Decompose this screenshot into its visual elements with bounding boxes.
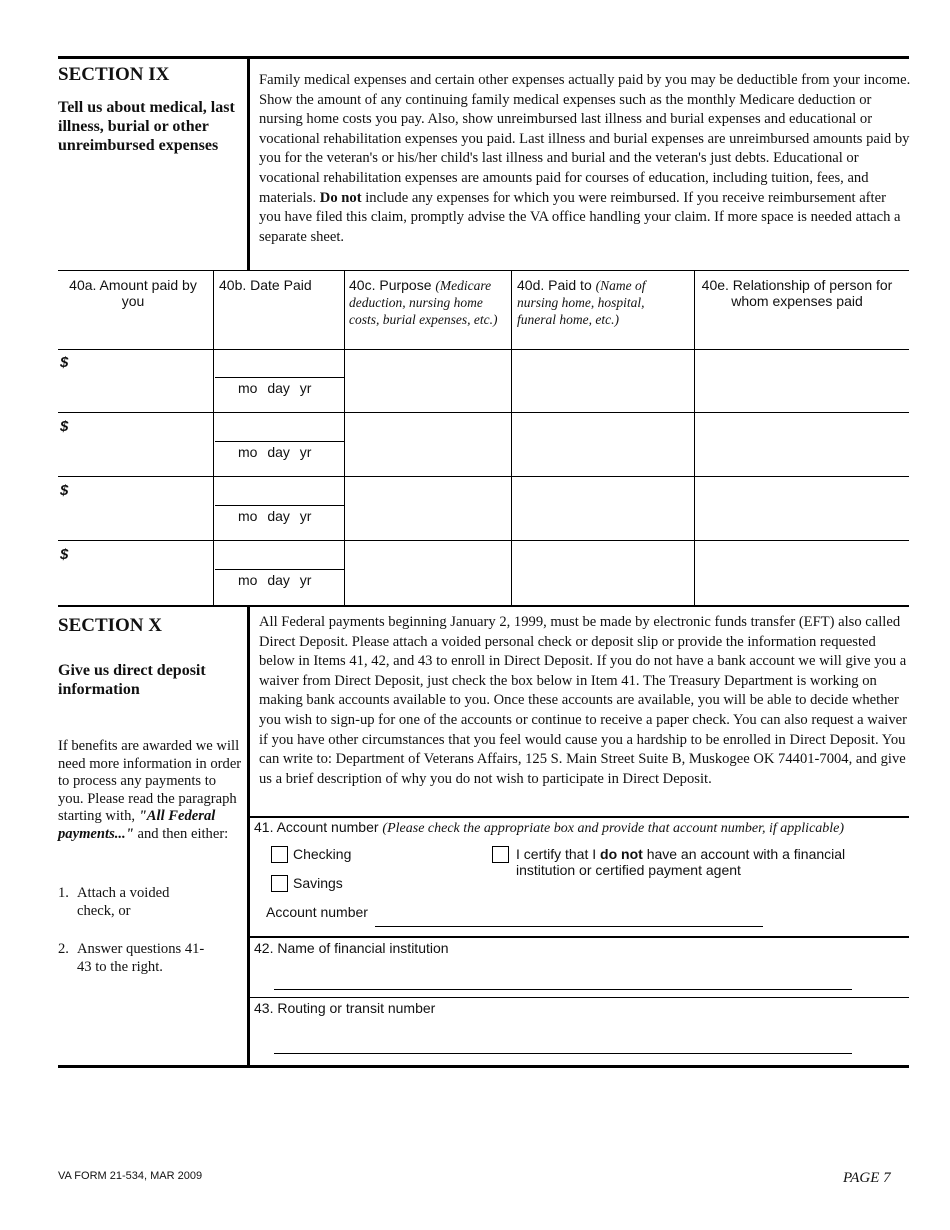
option-2-number: 2.	[58, 941, 69, 957]
table-row-rule	[58, 476, 909, 477]
section10-side-quote: "All Federal payments..."	[58, 808, 216, 842]
date-input-line[interactable]	[215, 441, 344, 442]
option-2-text: Answer questions 41-43 to the right.	[77, 941, 205, 975]
table-top-rule	[58, 270, 909, 271]
col-header-amount: 40a. Amount paid by you	[69, 277, 197, 309]
q42-label: 42. Name of financial institution	[254, 940, 449, 956]
date-input-line[interactable]	[215, 569, 344, 570]
routing-number-input[interactable]	[274, 1053, 852, 1054]
amount-currency: $	[60, 482, 69, 499]
table-row-rule	[58, 412, 909, 413]
date-hint: mo day yr	[238, 380, 312, 396]
savings-checkbox[interactable]	[271, 875, 288, 892]
account-number-input[interactable]	[375, 926, 763, 927]
financial-institution-input[interactable]	[274, 989, 852, 990]
q43-top-rule	[249, 997, 909, 998]
checking-checkbox[interactable]	[271, 846, 288, 863]
q41-top-rule	[249, 816, 909, 818]
table-header-rule	[58, 349, 909, 350]
col-header-paid-to-label: 40d. Paid to	[517, 277, 592, 293]
page-number: PAGE 7	[843, 1170, 891, 1186]
section9-divider	[247, 56, 250, 271]
amount-currency: $	[60, 354, 69, 371]
date-hint: mo day yr	[238, 444, 312, 460]
table-col-divider	[344, 270, 345, 606]
col-header-paid-to	[517, 277, 667, 328]
table-col-divider	[511, 270, 512, 606]
section9-subtitle: Tell us about medical, last illness, burial or other unreimbursed expenses	[58, 99, 235, 154]
section10-top-rule	[58, 605, 909, 607]
section9-top-rule	[58, 56, 909, 59]
col-header-paid-to-hint: (Name of nursing home, hospital, funeral home, etc.)	[517, 278, 646, 327]
section10-intro: All Federal payments beginning January 2, 1999, must be made by electronic funds transfer (EFT) also called Direct Deposit. Please attach a voided personal check or deposit slip or provide the information requested below in Items 41, 42, and 43 to enroll in Direct Deposit. If you do not have a bank account we will give you a waiver from Direct Deposit, just check the box below in Item 41. The Treasury Department is working on making bank accounts available to you. Once these accounts are available, you will be able to decide whether you wish to sign-up for one of the accounts or continue to receive a paper check. You can also request a waiver if you have other circumstances that you feel would cause you a hardship to be enrolled in Direct Deposit. You can write to: Department of Veterans Affairs, 125 S. Main Street Suite B, Muskogee OK 74401-7004, and give us a brief description of why you do not wish to participate in Direct Deposit.	[259, 614, 907, 787]
date-input-line[interactable]	[215, 505, 344, 506]
col-header-purpose-hint: (Medicare deduction, nursing home costs, burial expenses, etc.)	[349, 278, 498, 327]
account-number-label: Account number	[266, 904, 368, 920]
q41-label	[254, 819, 844, 837]
col-header-relationship: 40e. Relationship of person for whom expenses paid	[701, 277, 893, 309]
no-account-bold: do not	[600, 846, 643, 862]
section9-intro-text-2: include any expenses for which you were reimbursed. If you receive reimbursement after you have filed this claim, promptly advise the VA office handling your claim. If more space is needed attach a separate sheet.	[259, 189, 901, 245]
no-account-checkbox[interactable]	[492, 846, 509, 863]
table-col-divider	[213, 270, 214, 606]
col-header-purpose	[349, 277, 509, 328]
amount-currency: $	[60, 546, 69, 563]
section10-side-text-2: and then either:	[137, 825, 229, 842]
section10-subtitle: Give us direct deposit information	[58, 662, 206, 698]
no-account-text-2: have an account with a financial institution or certified payment agent	[516, 846, 846, 878]
q41-label-text: 41. Account number	[254, 819, 379, 835]
q42-top-rule	[249, 936, 909, 938]
col-header-purpose-label: 40c. Purpose	[349, 277, 432, 293]
section10-side-text	[58, 738, 243, 843]
section10-title: SECTION X	[58, 615, 162, 636]
section10-bottom-rule	[58, 1065, 909, 1068]
option-1-number: 1.	[58, 885, 69, 901]
no-account-text-1: I certify that I	[516, 846, 597, 862]
q43-label: 43. Routing or transit number	[254, 1000, 436, 1016]
checking-label: Checking	[293, 846, 352, 862]
table-col-divider	[694, 270, 695, 606]
savings-label: Savings	[293, 875, 343, 891]
option-1-text: Attach a voided check, or	[77, 885, 170, 919]
col-header-date: 40b. Date Paid	[219, 277, 312, 293]
table-row-rule	[58, 540, 909, 541]
amount-currency: $	[60, 418, 69, 435]
section9-intro-bold: Do not	[319, 189, 362, 206]
date-hint: mo day yr	[238, 572, 312, 588]
section10-side-text-1: If benefits are awarded we will need more information in order to process any payments to you. Please read the paragraph starting with,	[58, 738, 242, 824]
q41-hint: (Please check the appropriate box and provide that account number, if applicable)	[382, 821, 845, 836]
no-account-label	[516, 846, 856, 878]
section9-intro-text: Family medical expenses and certain other expenses actually paid by you may be deductible from your income. Show the amount of any continuing family medical expenses such as the monthly Medicare deduction or nursing home costs you pay. Also, show unreimbursed last illness and burial expenses and educational or vocational rehabilitation expenses you paid. Last illness and burial expenses are unreimbursed amounts paid by you for the veteran's or his/her child's last illness and burial and the veteran's just debts. Educational or vocational rehabilitation expenses are amounts paid for courses of education, including tuition, fees, and materials.	[259, 72, 911, 206]
form-id: VA FORM 21-534, MAR 2009	[58, 1170, 203, 1182]
section9-intro	[259, 71, 911, 247]
date-input-line[interactable]	[215, 377, 344, 378]
date-hint: mo day yr	[238, 508, 312, 524]
section9-title: SECTION IX	[58, 64, 170, 85]
